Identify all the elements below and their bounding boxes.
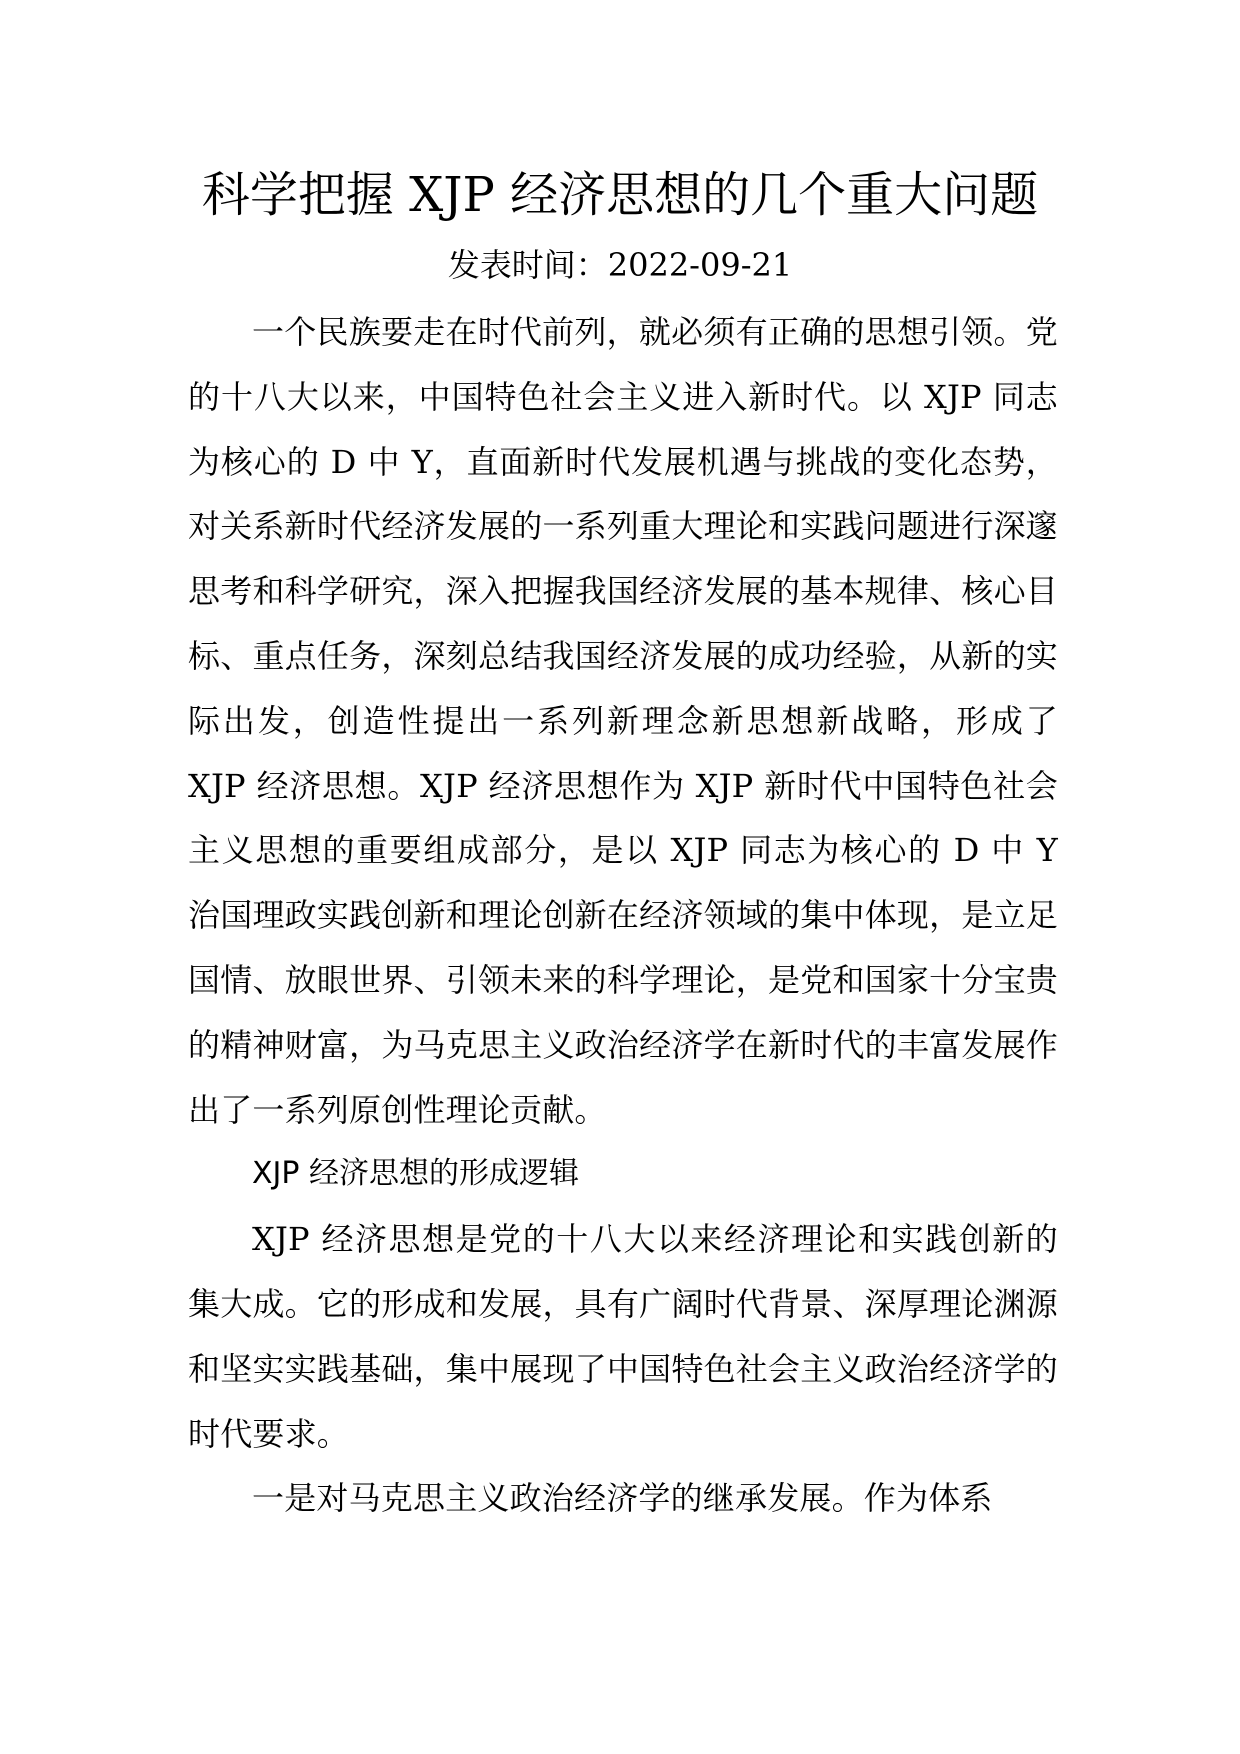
document-body <box>188 300 1058 1531</box>
section-heading: XJP 经济思想的形成逻辑 <box>252 1156 580 1192</box>
document-title: 科学把握 XJP 经济思想的几个重大问题 <box>201 167 1039 223</box>
publish-date: 发表时间：2022-09-21 <box>447 246 793 284</box>
section-paragraph: XJP 经济思想是党的十八大以来经济理论和实践创新的集大成。它的形成和发展，具有广阔时代背景、深厚理论渊源和坚实实践基础，集中展现了中国特色社会主义政治经济学的时代要求。 <box>188 1220 1058 1453</box>
section-paragraph: 一是对马克思主义政治经济学的继承发展。作为体系 <box>252 1479 993 1518</box>
intro-paragraph: 一个民族要走在时代前列，就必须有正确的思想引领。党的十八大以来，中国特色社会主义进入新时代。以 XJP 同志为核心的 D 中 Y，直面新时代发展机遇与挑战的变化态势，对关系新时代经济发展的一系列重大理论和实践问题进行深邃思考和科学研究，深入把握我国经济发展的基本规律、核心目标、重点任务，深刻总结我国经济发展的成功经验，从新的实际出发，创造性提出一系列新理念新思想新战略，形成了 XJP 经济思想。XJP 经济思想作为 XJP 新时代中国特色社会主义思想的重要组成部分，是以 XJP 同志为核心的 D 中 Y 治国理政实践创新和理论创新在经济领域的集中体现，是立足国情、放眼世界、引领未来的科学理论，是党和国家十分宝贵的精神财富，为马克思主义政治经济学在新时代的丰富发展作出了一系列原创性理论贡献。 <box>188 313 1058 1129</box>
